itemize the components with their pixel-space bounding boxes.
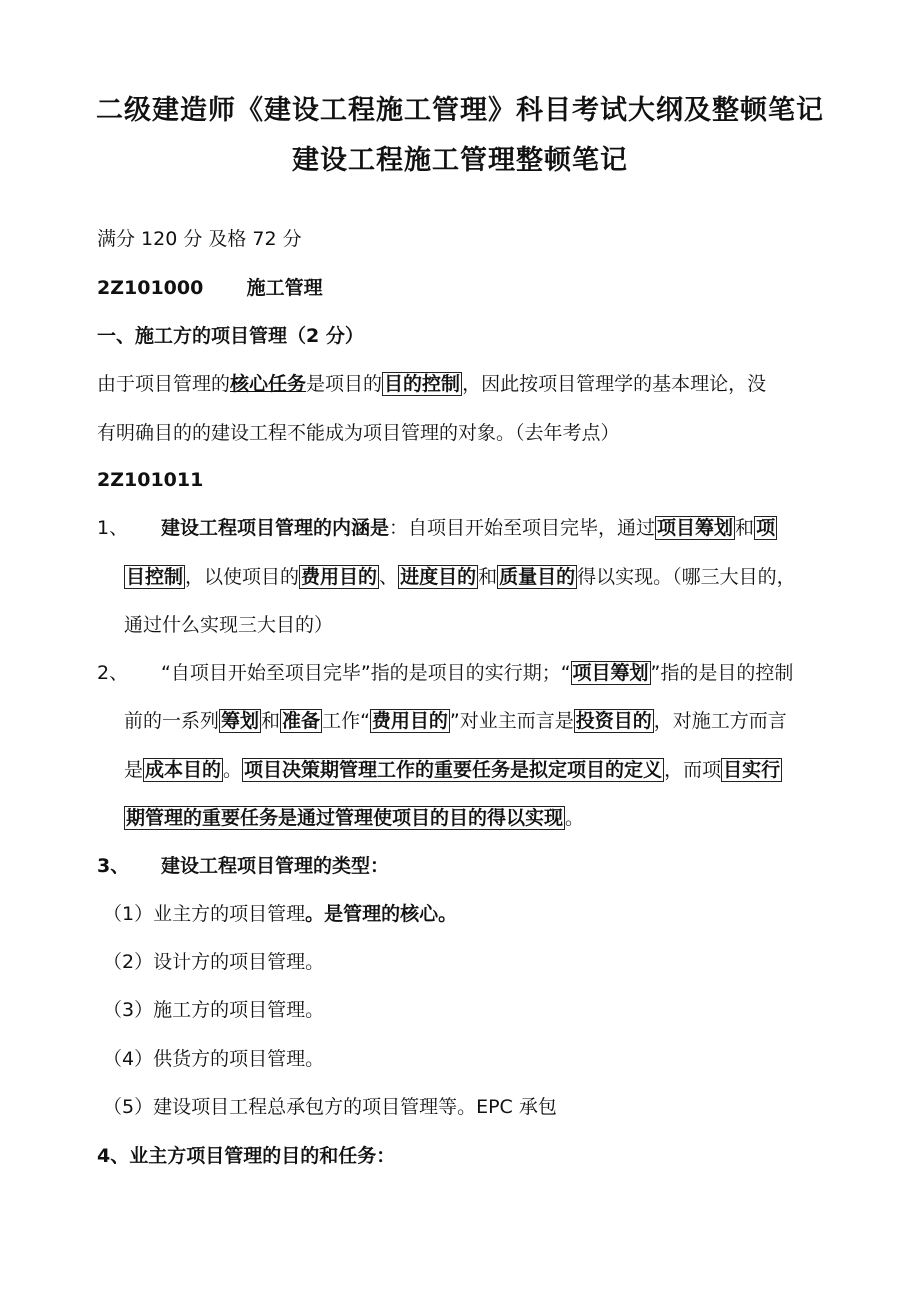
heading-1: 一、施工方的项目管理（2 分） xyxy=(97,325,364,347)
text: “自项目开始至项目完毕”指的是项目的实行期；“ xyxy=(161,662,571,684)
type-item xyxy=(103,899,457,929)
text: ：自项目开始至项目完毕，通过 xyxy=(389,517,656,539)
keyword: 准备 xyxy=(282,710,321,732)
code-2: 2Z101011 xyxy=(97,469,204,491)
text: 是 xyxy=(124,759,144,781)
document-title: 二级建造师《建设工程施工管理》科目考试大纲及整顿笔记 xyxy=(96,95,824,126)
heading-4: 4、业主方项目管理的目的和任务： xyxy=(97,1145,396,1167)
text: 和 xyxy=(735,517,755,539)
text: ，而项 xyxy=(664,759,722,781)
item-2-line-1 xyxy=(97,658,793,688)
keyword: 目控制 xyxy=(126,566,184,588)
text: 前的一系列 xyxy=(124,710,220,732)
text: ，对施工方而言 xyxy=(653,710,787,732)
text: 、 xyxy=(379,566,399,588)
item-2-line-4 xyxy=(124,803,584,833)
section-code: 2Z101000 xyxy=(97,277,204,299)
keyword: 项目筹划 xyxy=(657,517,734,539)
text: 建设工程项目管理的类型： xyxy=(161,855,390,877)
text: ，因此按项目管理学的基本理论，没 xyxy=(462,373,767,395)
type-item: （5）建设项目工程总承包方的项目管理等。EPC 承包 xyxy=(103,1096,557,1118)
keyword: 质量目的 xyxy=(499,566,576,588)
paragraph-1-line-2: 有明确目的的建设工程不能成为项目管理的对象。（去年考点） xyxy=(97,422,620,444)
item-number: 1、 xyxy=(97,517,129,539)
text: ，以使项目的 xyxy=(185,566,300,588)
keyword: 投资目的 xyxy=(575,710,652,732)
keyword: 进度目的 xyxy=(400,566,477,588)
type-label: （1）业主方的项目管理 xyxy=(103,903,306,925)
keyword-core-task: 核心任务 xyxy=(230,373,307,395)
item-2-line-3 xyxy=(124,755,782,785)
item-3-heading xyxy=(97,851,389,881)
keyword: 成本目的 xyxy=(145,759,222,781)
text: 工作“ xyxy=(322,710,370,732)
keyword: 项目决策期管理工作的重要任务是拟定项目的定义 xyxy=(244,759,663,781)
text: 是项目的 xyxy=(306,373,383,395)
type-item: （2）设计方的项目管理。 xyxy=(103,951,325,973)
text: ”对业主而言是 xyxy=(449,710,574,732)
item-1-line-2 xyxy=(124,562,796,592)
score-line: 满分 120 分 及格 72 分 xyxy=(97,228,302,250)
keyword: 目实行 xyxy=(723,759,781,781)
keyword-target-control: 目的控制 xyxy=(384,373,461,395)
type-item: （3）施工方的项目管理。 xyxy=(103,999,325,1021)
keyword: 费用目的 xyxy=(301,566,378,588)
paragraph-1-line-1 xyxy=(97,369,766,399)
section-name: 施工管理 xyxy=(246,277,323,299)
text: 。 xyxy=(223,759,243,781)
item-number: 2、 xyxy=(97,662,129,684)
type-item: （4）供货方的项目管理。 xyxy=(103,1048,325,1070)
item-number: 3、 xyxy=(97,855,130,877)
text: 和 xyxy=(261,710,281,732)
item-1-line-1 xyxy=(97,513,777,543)
keyword: 费用目的 xyxy=(371,710,448,732)
section-heading xyxy=(97,273,323,303)
document-subtitle: 建设工程施工管理整顿笔记 xyxy=(292,145,628,176)
text: 得以实现。（哪三大目的， xyxy=(577,566,796,588)
item-2-line-2 xyxy=(124,706,787,736)
type-emphasis: 。是管理的核心。 xyxy=(305,903,458,925)
keyword: 期管理的重要任务是通过管理使项目的目的得以实现 xyxy=(126,807,564,829)
text: ”指的是目的控制 xyxy=(650,662,794,684)
item-1-heading: 建设工程项目管理的内涵是 xyxy=(161,517,390,539)
text: 由于项目管理的 xyxy=(97,373,231,395)
text: 。 xyxy=(565,807,585,829)
keyword: 项目筹划 xyxy=(572,662,649,684)
keyword: 筹划 xyxy=(221,710,260,732)
keyword: 项 xyxy=(756,517,776,539)
item-1-line-3: 通过什么实现三大目的） xyxy=(124,614,334,636)
text: 和 xyxy=(478,566,498,588)
